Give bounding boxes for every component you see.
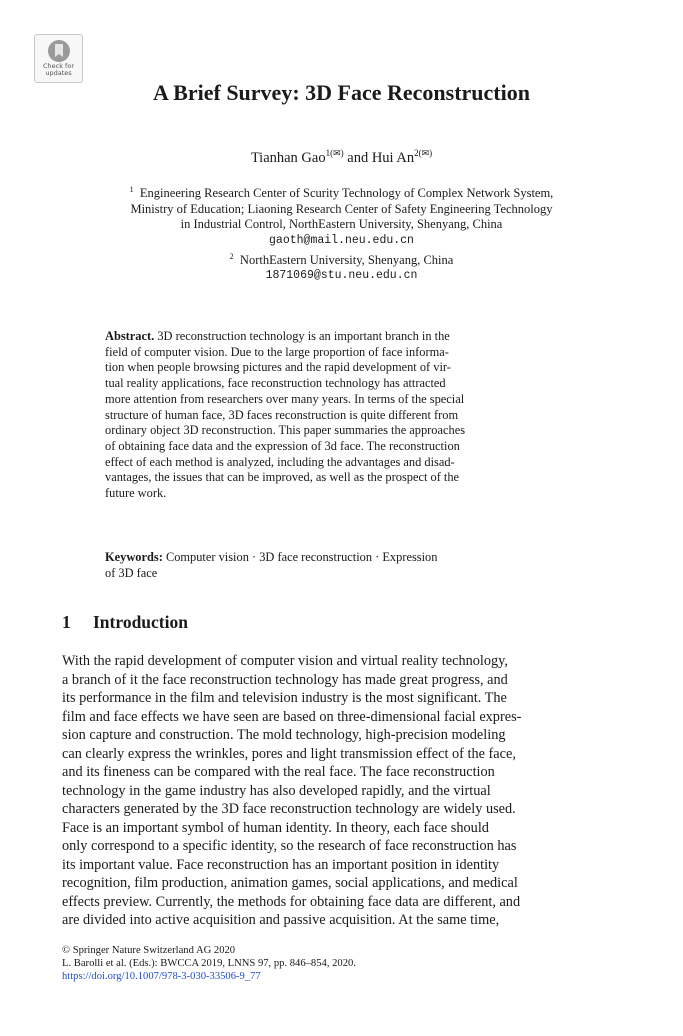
abstract-label: Abstract. (105, 329, 155, 343)
author-marker: 2(✉) (414, 148, 433, 158)
keywords-line (105, 549, 556, 565)
body-line: can clearly express the wrinkles, pores and light transmission effect of the face, (62, 745, 516, 762)
abstract-line: tual reality applications, face reconstruction technology has attracted (105, 376, 446, 391)
abstract-line: ordinary object 3D reconstruction. This paper summaries the approaches (105, 423, 466, 438)
abstract-line: field of computer vision. Due to the large proportion of face informa- (105, 344, 449, 359)
doi-link[interactable]: https://doi.org/10.1007/978-3-030-33506-9_77 (62, 971, 261, 982)
author-email-link[interactable]: gaoth@mail.neu.edu.cn (269, 233, 414, 247)
keywords (105, 549, 556, 581)
abstract-line: future work. (105, 486, 167, 501)
keywords-label: Keywords: (105, 550, 163, 564)
keywords-line: of 3D face (105, 566, 158, 580)
body-line: film and face effects we have seen are based on three-dimensional facial expres- (62, 708, 522, 725)
section-title: Introduction (93, 612, 188, 632)
abstract-line: of obtaining face data and the expression of 3d face. The reconstruction (105, 438, 460, 453)
body-line: effects preview. Currently, the methods for obtaining face data are different, and (62, 893, 521, 910)
body-line: a branch of it the face reconstruction technology has made great progress, and (62, 671, 508, 688)
affiliation-number: 2 (229, 251, 234, 261)
check-for-updates-badge[interactable] (34, 34, 83, 83)
body-line: are divided into active acquisition and passive acquisition. At the same time, (62, 912, 500, 928)
affiliation-line: Ministry of Education; Liaoning Research Center of Safety Engineering Technology (130, 201, 553, 216)
author-marker: 1(✉) (325, 148, 344, 158)
body-line: technology in the game industry has also developed rapidly, and the virtual (62, 782, 491, 799)
footer (62, 944, 356, 983)
affiliation-line (0, 249, 683, 269)
body-line: sion capture and construction. The mold technology, high-precision modeling (62, 727, 506, 743)
body-line: and its fineness can be compared with the real face. The face reconstruction (62, 764, 495, 780)
author-joiner: and (343, 149, 372, 166)
affiliation-line: in Industrial Control, NorthEastern University, Shenyang, China (180, 217, 503, 232)
abstract-line: tion when people browsing pictures and the rapid development of vir- (105, 360, 451, 375)
author-name: Tianhan Gao (250, 149, 326, 166)
author-list (0, 148, 683, 167)
abstract-text: 3D reconstruction technology is an important branch in the (157, 329, 450, 343)
section-number: 1 (62, 612, 71, 632)
affiliation-number: 1 (129, 185, 134, 194)
body-text (62, 652, 600, 930)
abstract-line (105, 329, 556, 345)
abstract-line: structure of human face, 3D faces reconstruction is quite different from (105, 407, 459, 422)
badge-label-line2: updates (45, 69, 72, 77)
body-line: characters generated by the 3D face reconstruction technology are widely used. (62, 801, 516, 817)
author-name: Hui An (371, 149, 415, 166)
abstract-line: effect of each method is analyzed, including the advantages and disad- (105, 454, 455, 469)
body-line: its important value. Face reconstruction has an important position in identity (62, 856, 500, 873)
body-line: Face is an important symbol of human identity. In theory, each face should (62, 819, 489, 836)
abstract-line: more attention from researchers over many years. In terms of the special (105, 391, 465, 406)
affiliation-line (0, 182, 683, 202)
abstract (105, 329, 556, 502)
bookmark-icon (47, 39, 71, 63)
body-line: only correspond to a specific identity, so the research of face reconstruction has (62, 838, 517, 854)
body-line: its performance in the film and television industry is the most significant. The (62, 690, 507, 706)
affiliation-text: Engineering Research Center of Scurity Technology of Complex Network System, (139, 186, 554, 201)
affiliations (0, 182, 683, 284)
keywords-text: Computer vision · 3D face reconstruction · Expression (165, 550, 438, 564)
abstract-line: vantages, the issues that can be improved, as well as the prospect of the (105, 470, 460, 485)
section-heading (62, 612, 188, 633)
body-line: recognition, film production, animation games, social applications, and medical (62, 875, 518, 891)
paper-title: A Brief Survey: 3D Face Reconstruction (153, 80, 530, 105)
copyright-line: © Springer Nature Switzerland AG 2020 (62, 945, 236, 956)
citation-line: L. Barolli et al. (Eds.): BWCCA 2019, LNNS 97, pp. 846–854, 2020. (62, 958, 356, 969)
author-email-link[interactable]: 1871069@stu.neu.edu.cn (265, 269, 418, 283)
badge-label-line1: Check for (43, 62, 74, 70)
affiliation-text: NorthEastern University, Shenyang, China (239, 252, 454, 267)
body-line: With the rapid development of computer vision and virtual reality technology, (62, 653, 508, 669)
